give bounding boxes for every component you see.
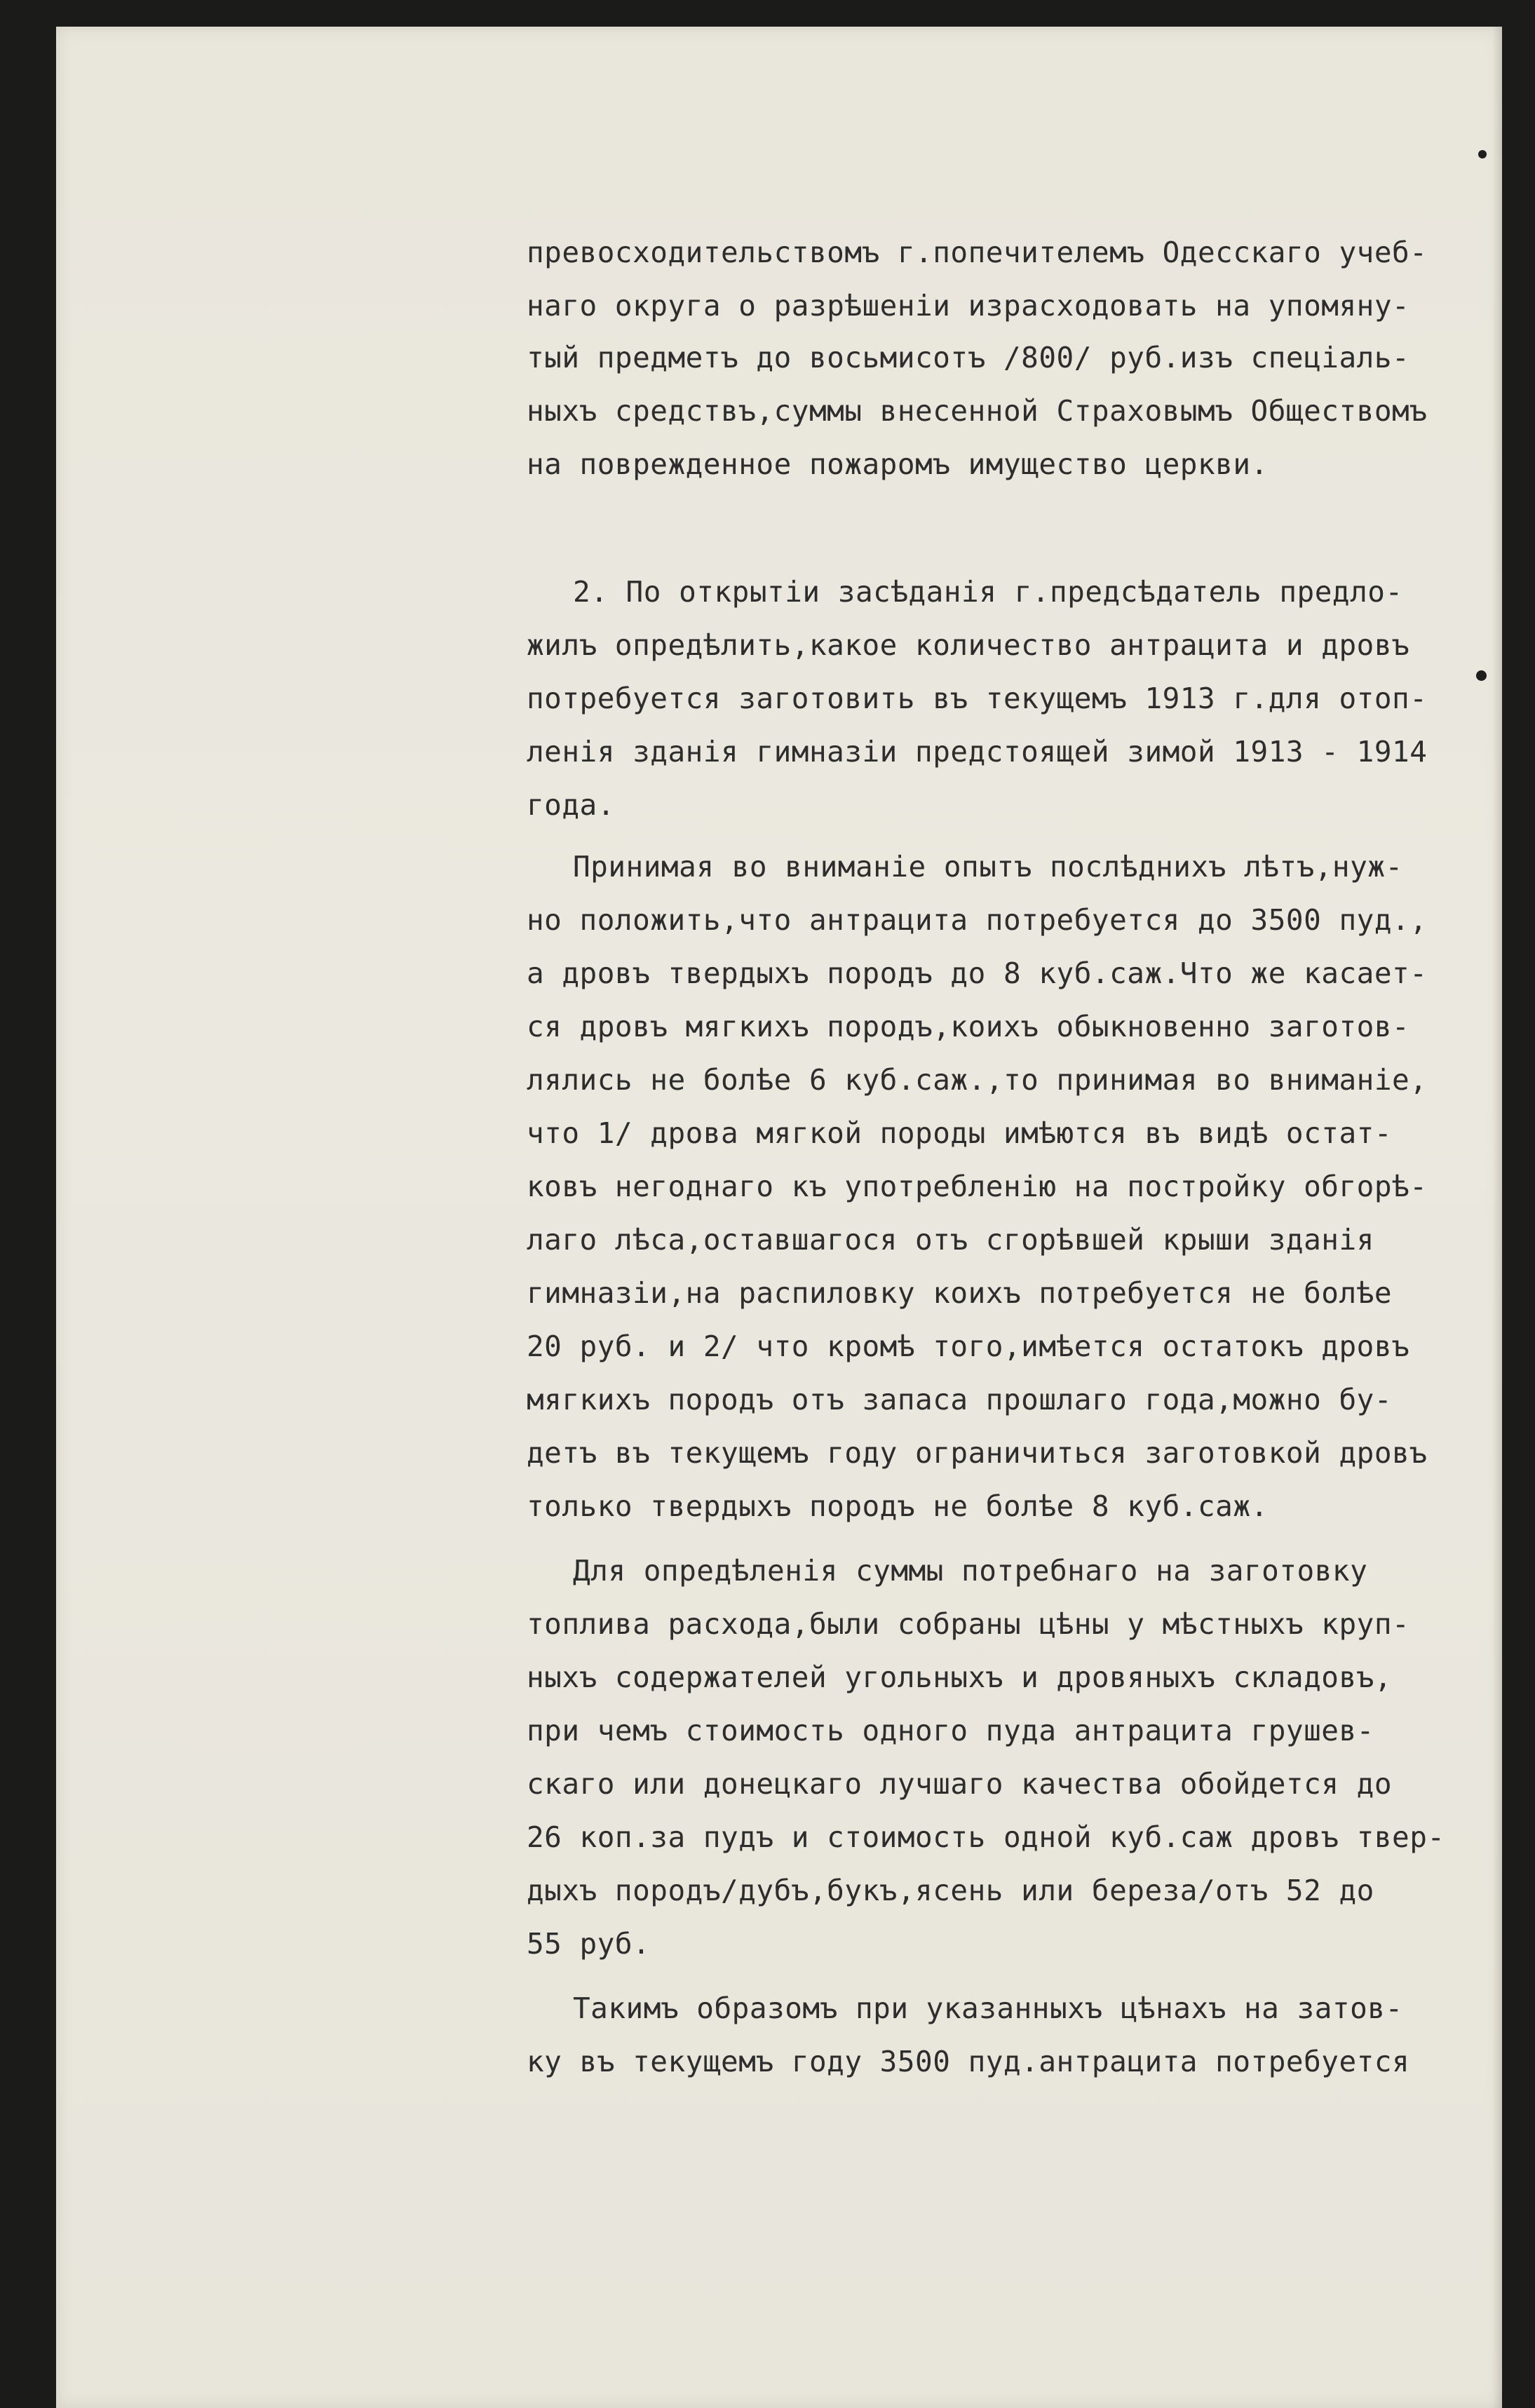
text-line: жилъ опредѣлить,какое количество антрацита и дровъ: [527, 628, 1410, 662]
text-line: ковъ негоднаго къ употребленію на постройку обгорѣ-: [527, 1170, 1428, 1203]
text-line: Такимъ образомъ при указанныхъ цѣнахъ на затов-: [573, 1991, 1403, 2025]
text-line: тый предметъ до восьмисотъ /800/ руб.изъ спеціаль-: [527, 341, 1410, 374]
ink-mark: [1476, 670, 1487, 681]
text-line: детъ въ текущемъ году ограничиться заготовкой дровъ: [527, 1436, 1428, 1470]
text-line: ныхъ средствъ,суммы внесенной Страховымъ Обществомъ: [527, 394, 1428, 428]
text-line: лаго лѣса,оставшагося отъ сгорѣвшей крыши зданія: [527, 1223, 1374, 1257]
text-line: Принимая во вниманіе опытъ послѣднихъ лѣтъ,нуж-: [573, 850, 1403, 884]
text-line: на поврежденное пожаромъ имущество церкви.: [527, 447, 1269, 481]
text-line: при чемъ стоимость одного пуда антрацита грушев-: [527, 1714, 1374, 1747]
text-line: ся дровъ мягкихъ породъ,коихъ обыкновенно заготов-: [527, 1010, 1410, 1043]
text-line: дыхъ породъ/дубъ,букъ,ясень или береза/отъ 52 до: [527, 1874, 1374, 1907]
text-line: 20 руб. и 2/ что кромѣ того,имѣется остатокъ дровъ: [527, 1330, 1410, 1363]
page-edge-shadow: [1492, 27, 1502, 2408]
text-line: Для опредѣленія суммы потребнаго на заготовку: [573, 1554, 1368, 1588]
text-line: 26 коп.за пудъ и стоимость одной куб.саж дровъ твер-: [527, 1820, 1445, 1854]
text-line: ку въ текущемъ году 3500 пуд.антрацита потребуется: [527, 2045, 1410, 2078]
text-line: 55 руб.: [527, 1927, 651, 1961]
text-line: лялись не болѣе 6 куб.саж.,то принимая во вниманіе,: [527, 1063, 1428, 1097]
text-line: только твердыхъ породъ не болѣе 8 куб.саж.: [527, 1489, 1269, 1523]
text-line: года.: [527, 788, 615, 822]
text-line: топлива расхода,были собраны цѣны у мѣстныхъ круп-: [527, 1607, 1410, 1641]
text-line: но положить,что антрацита потребуется до 3500 пуд.,: [527, 903, 1428, 937]
text-line: потребуется заготовить въ текущемъ 1913 г.для отоп-: [527, 682, 1428, 715]
text-line: мягкихъ породъ отъ запаса прошлаго года,можно бу-: [527, 1383, 1393, 1416]
text-line: гимназіи,на распиловку коихъ потребуется не болѣе: [527, 1276, 1393, 1310]
text-line: а дровъ твердыхъ породъ до 8 куб.саж.Что же касает-: [527, 956, 1428, 990]
text-line: наго округа о разрѣшеніи израсходовать на упомяну-: [527, 289, 1410, 323]
text-line: что 1/ дрова мягкой породы имѣются въ видѣ остат-: [527, 1116, 1393, 1150]
text-line: превосходительствомъ г.попечителемъ Одесскаго учеб-: [527, 236, 1428, 269]
text-line: 2. По открытіи засѣданія г.предсѣдатель предло-: [573, 575, 1403, 609]
ink-mark: [1478, 150, 1487, 158]
text-line: скаго или донецкаго лучшаго качества обойдется до: [527, 1767, 1393, 1801]
text-line: ныхъ содержателей угольныхъ и дровяныхъ складовъ,: [527, 1660, 1393, 1694]
text-line: ленія зданія гимназіи предстоящей зимой 1913 - 1914: [527, 735, 1428, 769]
